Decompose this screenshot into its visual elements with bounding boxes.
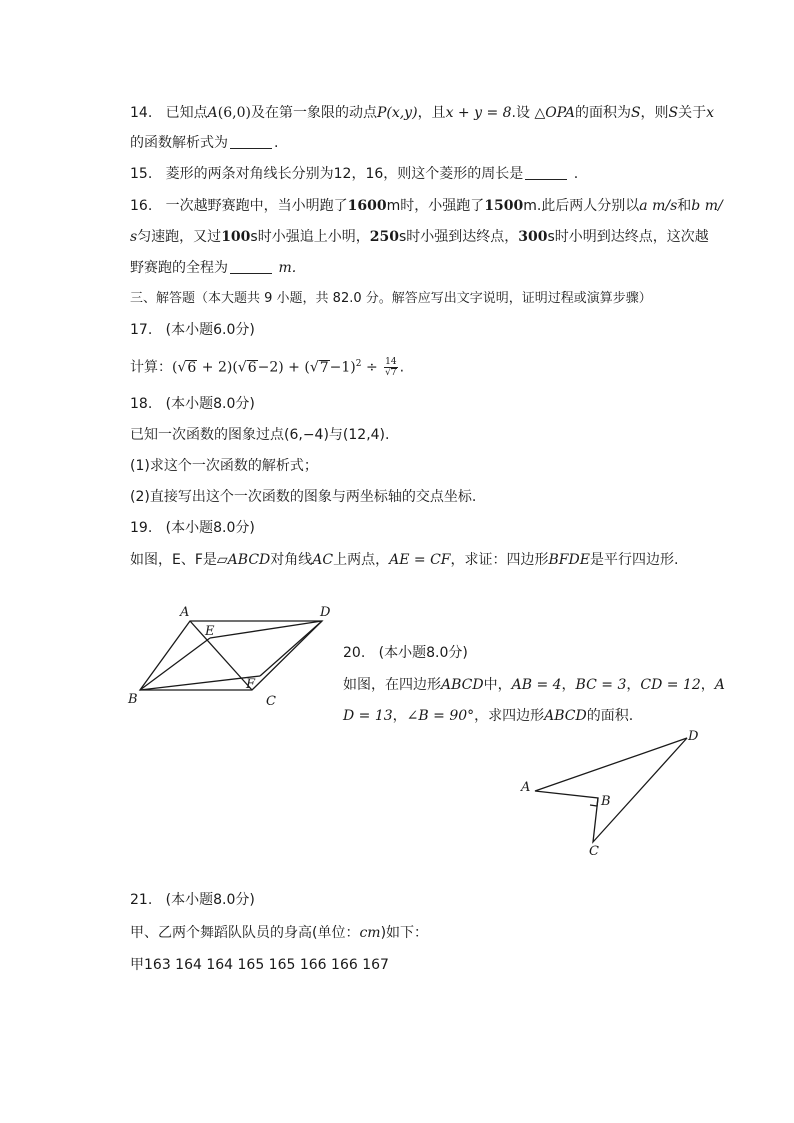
q20-comma: ， <box>700 677 715 693</box>
q16-text: s时小强追上小明， <box>250 229 370 245</box>
q16-unit: s <box>130 229 138 245</box>
q17-radicand: 7 <box>319 359 329 376</box>
q14-var-s: S <box>668 105 679 121</box>
q17-text: 计算： <box>130 359 172 376</box>
segment-be <box>140 638 210 690</box>
q20-stem: 中， <box>483 677 512 693</box>
q14-coord-p: (x,y) <box>386 105 418 121</box>
q18-part-1 <box>130 456 318 476</box>
q20-quad: ABCD <box>441 677 484 693</box>
q18-header <box>130 394 255 414</box>
q16-text: s时小强到达终点， <box>398 229 519 245</box>
q16-value: 1500 <box>484 198 524 214</box>
label-a: A <box>180 605 190 620</box>
q16-text: 一次越野赛跑中，当小明跑了 <box>165 198 348 214</box>
q19-number: 19. <box>130 520 153 536</box>
q18-text <box>130 425 389 445</box>
q21-number: 21. <box>130 892 153 908</box>
q14-var-s: S <box>630 105 641 121</box>
q17-radicand: 6 <box>247 359 257 376</box>
answer-blank[interactable] <box>525 165 567 180</box>
q17-header <box>130 320 255 340</box>
quadrilateral-outline <box>535 738 687 842</box>
q16-unit: m. <box>278 260 297 276</box>
q18-part-2 <box>130 487 476 507</box>
q21-header <box>130 890 255 910</box>
q16-text: 野赛跑的全程为 <box>130 260 228 276</box>
q16-line-2 <box>130 227 709 247</box>
q14-line-1 <box>130 103 714 123</box>
fraction-denominator: 7 <box>390 368 397 379</box>
q18-number: 18. <box>130 396 153 412</box>
q19-stem: 如图，E、F是▱ <box>130 552 228 568</box>
q18-part-text: (1)求这个一次函数的解析式； <box>130 458 318 474</box>
q19-diagonal: AC <box>312 552 334 568</box>
q14-line-2 <box>130 133 278 153</box>
q14-end: . <box>274 135 279 151</box>
q17-op: −1) <box>329 359 356 376</box>
label-e: E <box>205 624 215 639</box>
q19-parallelogram: ABCD <box>227 552 271 568</box>
q19-stem: ，求证：四边形 <box>450 552 549 568</box>
q18-stem: 已知一次函数的图象过点(6,−4)与(12,4). <box>130 427 390 443</box>
q20-ad-start: A <box>714 677 725 693</box>
q20-comma: ， <box>626 677 641 693</box>
q19-equation: AE = CF <box>389 552 451 568</box>
q17-end: . <box>399 359 405 376</box>
q15-line <box>130 164 578 184</box>
q20-number: 20. <box>343 645 366 661</box>
q21-team-a-heights: 甲163 164 164 165 165 166 166 167 <box>130 957 389 973</box>
q16-speed-b: b m/ <box>691 198 723 214</box>
q18-score: (本小题8.0分) <box>165 396 255 412</box>
q16-line-1 <box>130 196 723 216</box>
q20-bc: BC = 3 <box>575 677 627 693</box>
q14-number: 14. <box>130 105 153 121</box>
label-c: C <box>266 694 276 709</box>
q19-quad: BFDE <box>548 552 590 568</box>
answer-blank[interactable] <box>230 259 272 274</box>
q14-text: 已知点 <box>165 105 208 121</box>
q17-fraction: $\frac{14}{√7}$ <box>385 357 397 379</box>
section-heading <box>130 289 652 309</box>
q16-text: m.此后两人分别以 <box>523 198 640 214</box>
q15-text: 菱形的两条对角线长分别为12，16，则这个菱形的周长是 <box>165 166 524 182</box>
q19-score: (本小题8.0分) <box>165 520 255 536</box>
q20-quad: ABCD <box>544 708 587 724</box>
q14-text: .设 △ <box>511 105 546 121</box>
segment-bf <box>140 676 260 690</box>
q14-text: ，且 <box>417 105 446 121</box>
q17-expression: 计算：$(√6 + 2)(√6-2) + (√7-1)^2$ ÷ $\frac{14}{√7}$ . <box>130 357 405 379</box>
q17-number: 17. <box>130 322 153 338</box>
q18-part-text: (2)直接写出这个一次函数的图象与两坐标轴的交点坐标. <box>130 489 477 505</box>
q16-text: m时，小强跑了 <box>386 198 485 214</box>
q19-header <box>130 518 255 538</box>
q20-ab: AB = 4 <box>511 677 562 693</box>
q14-text: 及在第一象限的动点 <box>250 105 377 121</box>
q16-text: 和 <box>677 198 692 214</box>
q14-equation: x + y = 8 <box>445 105 512 121</box>
q14-text: ，则 <box>640 105 669 121</box>
q14-coord: (6,0) <box>217 105 251 121</box>
q21-text <box>130 923 428 943</box>
q20-score: (本小题8.0分) <box>378 645 468 661</box>
diagonal-ac <box>190 621 252 690</box>
label-c: C <box>589 844 599 859</box>
q17-op: + 2)( <box>197 359 238 376</box>
q14-var-x: x <box>706 105 715 121</box>
q20-header <box>343 643 468 663</box>
q16-text: 匀速跑，又过 <box>137 229 222 245</box>
q19-text <box>130 550 678 570</box>
q17-exponent: 2 <box>355 359 362 369</box>
q20-stem: 的面积. <box>586 708 634 724</box>
q17-score: (本小题6.0分) <box>165 322 255 338</box>
q19-stem: 是平行四边形. <box>589 552 679 568</box>
q21-row-1 <box>130 955 389 975</box>
q16-value: 1600 <box>347 198 387 214</box>
q14-point-p: P <box>376 105 387 121</box>
label-a: A <box>521 780 531 795</box>
q14-point-a: A <box>207 105 218 121</box>
q16-value: 300 <box>518 229 548 245</box>
q14-text: 的面积为 <box>574 105 631 121</box>
q15-end: . <box>573 166 579 182</box>
q21-stem: 甲、乙两个舞蹈队队员的身高(单位： <box>130 925 360 941</box>
q17-op: −2) + ( <box>257 359 310 376</box>
label-d: D <box>688 729 699 744</box>
q16-line-3 <box>130 258 296 278</box>
q14-text: 的函数解析式为 <box>130 135 228 151</box>
q16-text: s时小明到达终点，这次越 <box>547 229 709 245</box>
q15-number: 15. <box>130 166 153 182</box>
q16-value: 250 <box>369 229 399 245</box>
q14-text: 关于 <box>678 105 707 121</box>
q17-paren: ( <box>172 359 178 376</box>
q21-score: (本小题8.0分) <box>165 892 255 908</box>
q19-stem: 上两点， <box>333 552 390 568</box>
q14-triangle: OPA <box>545 105 575 121</box>
parallelogram-figure <box>120 598 340 713</box>
label-f: F <box>246 677 256 692</box>
label-b: B <box>601 794 611 809</box>
q20-stem: 如图，在四边形 <box>343 677 441 693</box>
q20-angle: ∠B = 90° <box>406 708 475 724</box>
q20-line-1 <box>343 675 725 695</box>
q21-stem: )如下： <box>380 925 429 941</box>
q20-stem: ，求四边形 <box>474 708 545 724</box>
q20-comma: ， <box>561 677 576 693</box>
q20-cd: CD = 12 <box>640 677 701 693</box>
q21-unit: cm <box>359 925 381 941</box>
label-d: D <box>320 605 331 620</box>
q17-radicand: 6 <box>187 359 197 376</box>
q16-number: 16. <box>130 198 153 214</box>
fraction-numerator: 14 <box>385 357 397 368</box>
q16-value: 100 <box>221 229 251 245</box>
q16-speed-a: a m/s <box>639 198 678 214</box>
q17-divide: ÷ <box>361 359 383 376</box>
q20-ad: D = 13 <box>343 708 393 724</box>
q20-line-2 <box>343 706 633 726</box>
section-text: 三、解答题（本大题共 9 小题，共 82.0 分。解答应写出文字说明，证明过程或演算步骤） <box>130 291 652 306</box>
right-angle-mark <box>590 798 598 806</box>
label-b: B <box>128 692 138 707</box>
quadrilateral-figure <box>515 725 715 860</box>
answer-blank[interactable] <box>230 134 272 149</box>
q20-comma: ， <box>392 708 407 724</box>
q19-stem: 对角线 <box>270 552 313 568</box>
